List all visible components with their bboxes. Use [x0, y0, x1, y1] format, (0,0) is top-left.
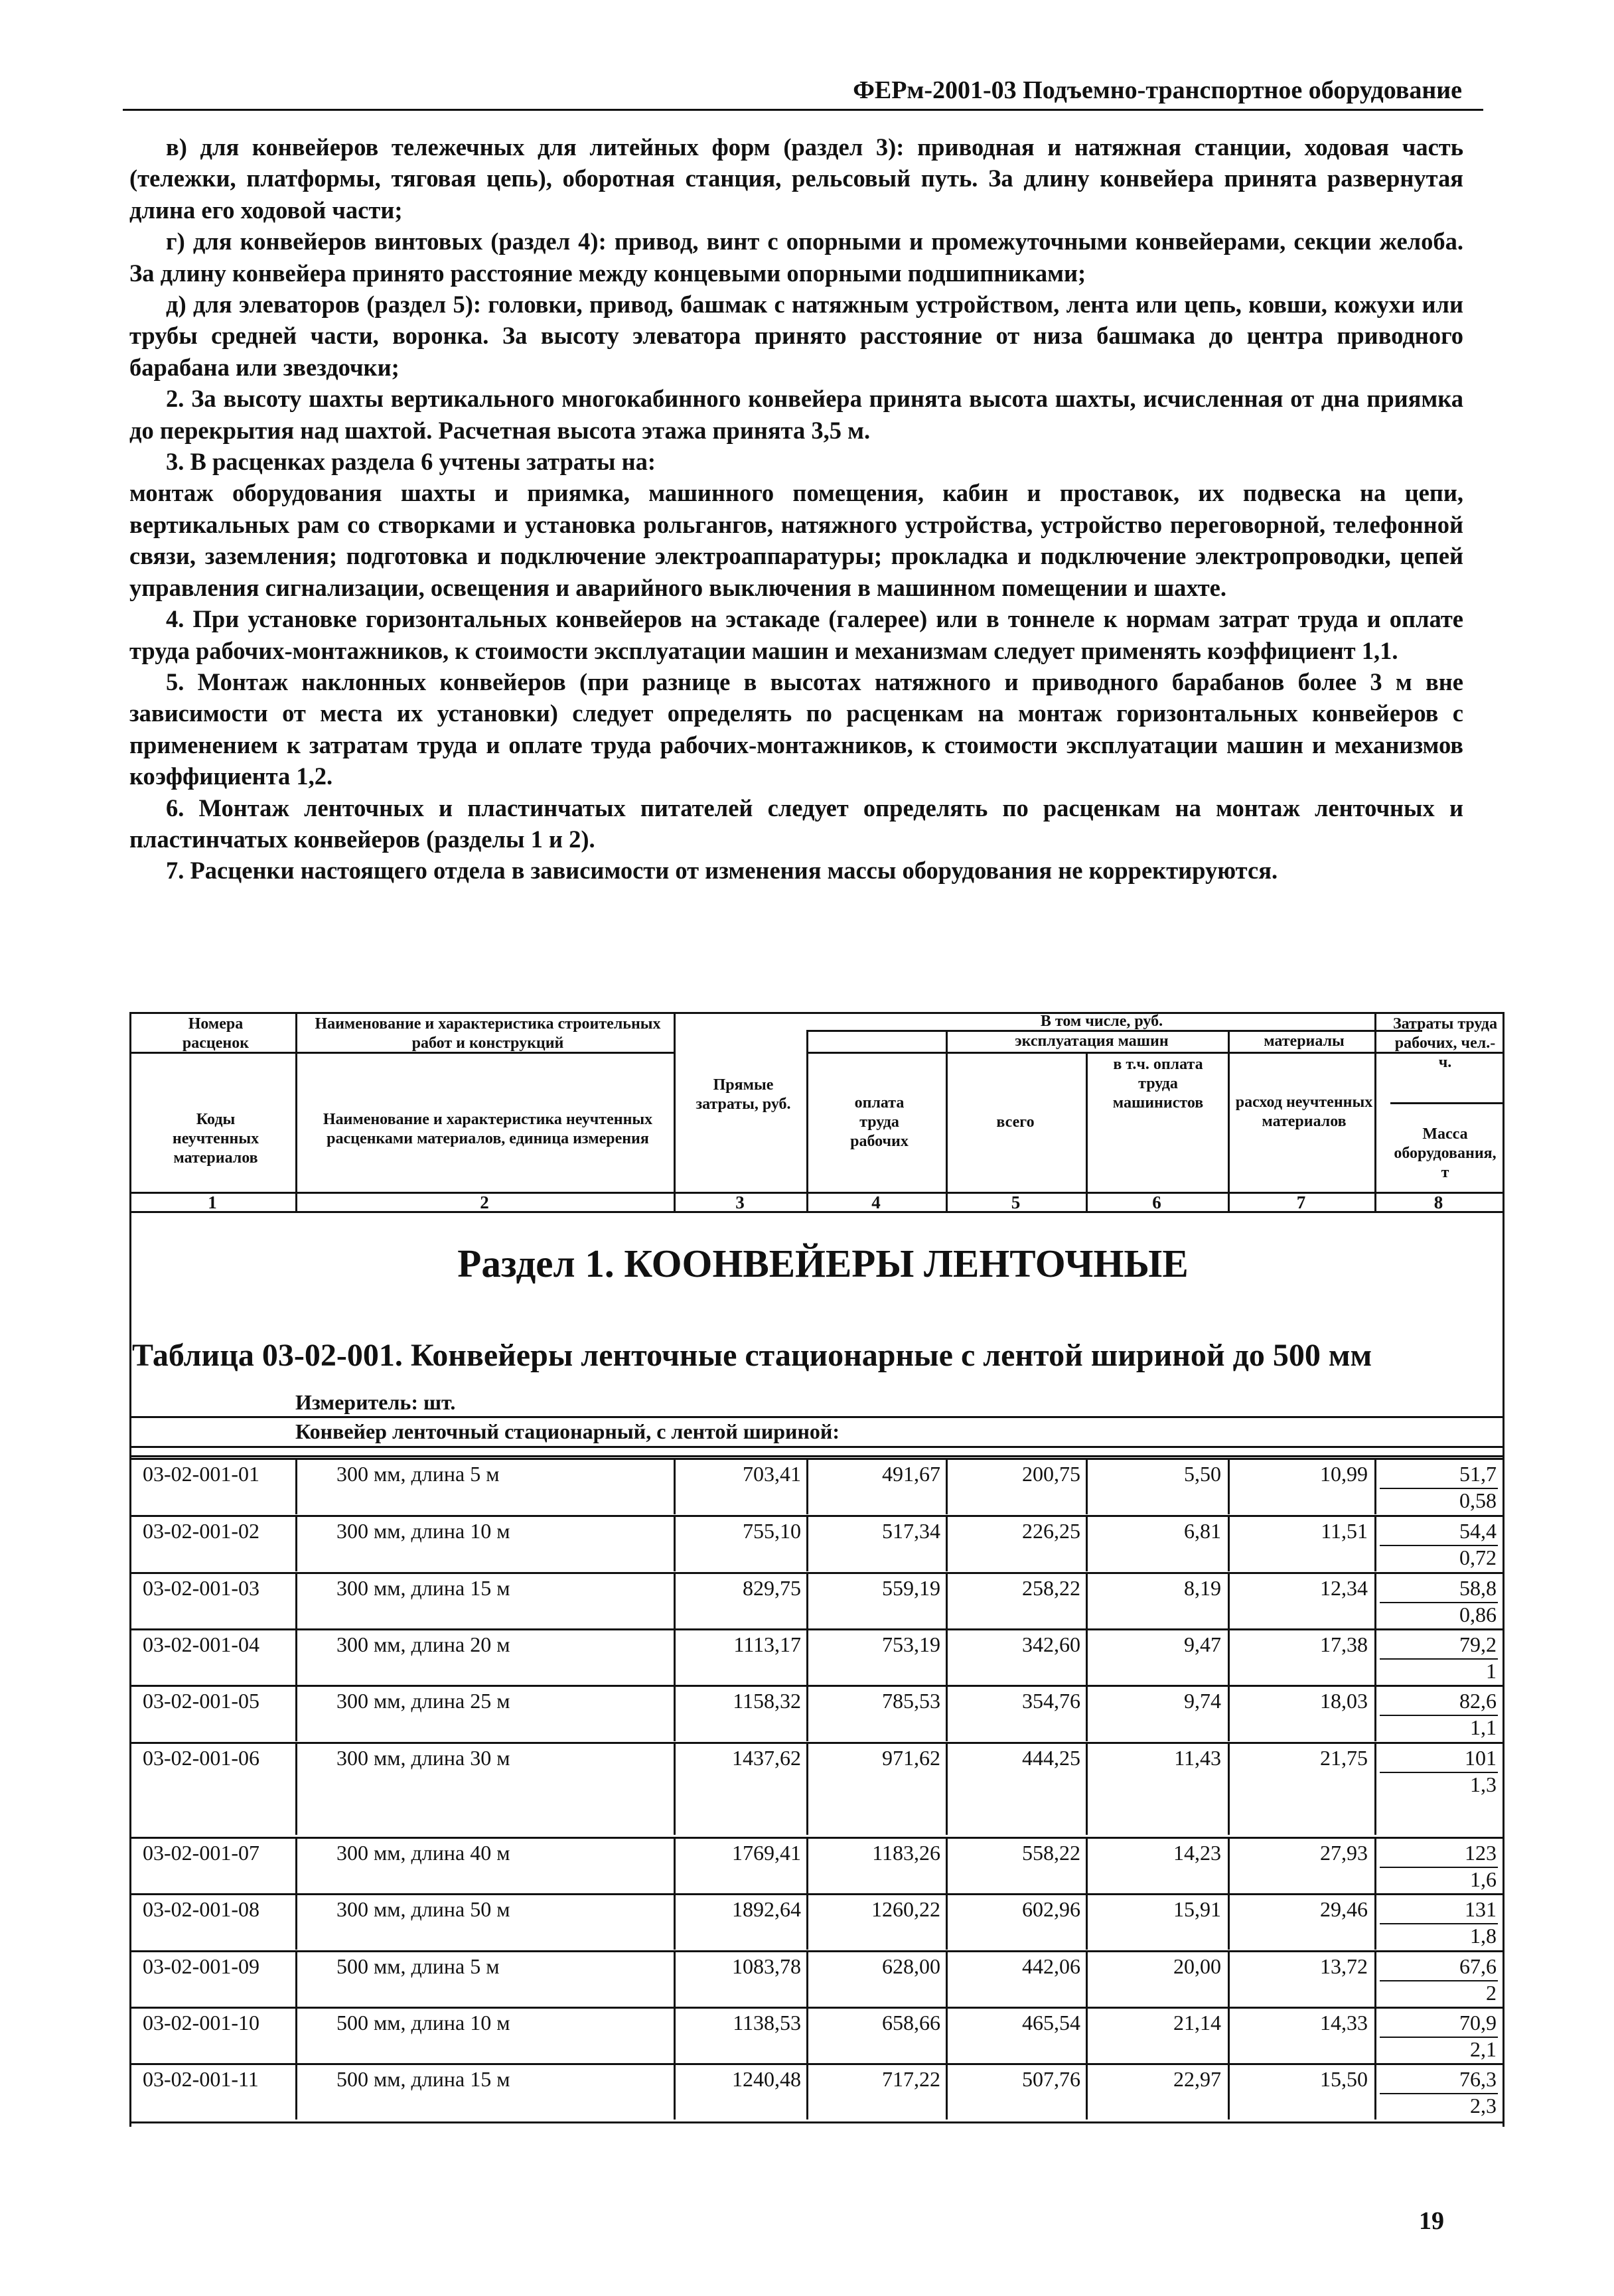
- paragraph: 6. Монтаж ленточных и пластинчатых питателей следует определять по расценкам на монтаж ленточных и пластинчатых конвейеров (разделы 1 и 2).: [129, 794, 1463, 853]
- cell-border: [946, 1515, 948, 1571]
- labor-value: 76,3: [1459, 2067, 1497, 2091]
- cell-border: [674, 2063, 676, 2119]
- cost-value: 517,34: [882, 1519, 940, 1543]
- cell-border: [1086, 1742, 1088, 1835]
- row-separator: [129, 1685, 1504, 1687]
- mass-value: 1,6: [1470, 1867, 1497, 1891]
- paragraph: 2. За высоту шахты вертикального многокабинного конвейера принята высота шахты, исчисленная от дна приямка до перекрытия над шахтой. Расчетная высота этажа принята 3,5 м.: [129, 385, 1463, 444]
- cost-value: 14,23: [1173, 1841, 1221, 1865]
- cost-value: 1113,17: [733, 1632, 801, 1656]
- cell-border: [295, 1685, 297, 1741]
- cost-value: 491,67: [882, 1462, 940, 1486]
- rate-description: 300 мм, длина 5 м: [336, 1462, 500, 1486]
- row-separator: [129, 1515, 1504, 1517]
- cost-value: 17,38: [1320, 1632, 1368, 1656]
- cell-border: [1228, 1742, 1230, 1835]
- cost-value: 9,74: [1184, 1689, 1221, 1713]
- cell-border: [674, 1572, 676, 1628]
- col-machinists-header: в т.ч. оплата труда машинистов: [1112, 1056, 1204, 1112]
- rate-code: 03-02-001-11: [143, 2067, 259, 2091]
- mass-value: 1,1: [1470, 1715, 1497, 1739]
- col-total-header: всего: [996, 1113, 1035, 1131]
- cell-border: [946, 2063, 948, 2119]
- cell-border: [1086, 2007, 1088, 2063]
- mass-value: 1,3: [1470, 1772, 1497, 1796]
- table-bottom-border: [129, 2121, 1504, 2123]
- cell-border: [946, 1572, 948, 1628]
- cost-value: 602,96: [1022, 1897, 1080, 1921]
- col-materials-header: материалы: [1264, 1033, 1345, 1050]
- cell-border: [946, 1893, 948, 1950]
- col-including-header: В том числе, руб.: [1040, 1013, 1163, 1030]
- cost-value: 14,33: [1320, 2011, 1368, 2035]
- labor-value: 58,8: [1459, 1576, 1497, 1600]
- rate-code: 03-02-001-03: [143, 1576, 259, 1600]
- labor-value: 70,9: [1459, 2011, 1497, 2035]
- col-codes-header: Номера расценок: [182, 1015, 250, 1052]
- cell-border: [806, 1572, 808, 1628]
- mass-value: 1: [1486, 1659, 1497, 1683]
- cost-value: 10,99: [1320, 1462, 1368, 1486]
- cost-value: 258,22: [1022, 1576, 1080, 1600]
- cost-value: 1892,64: [732, 1897, 801, 1921]
- cost-value: 1240,48: [732, 2067, 801, 2091]
- cost-value: 22,97: [1173, 2067, 1221, 2091]
- cost-value: 15,50: [1320, 2067, 1368, 2091]
- cost-value: 1769,41: [732, 1841, 801, 1865]
- cost-value: 342,60: [1022, 1632, 1080, 1656]
- rate-code: 03-02-001-04: [143, 1632, 259, 1656]
- mass-value: 1,8: [1470, 1924, 1497, 1948]
- cell-border: [1086, 1893, 1088, 1950]
- cost-value: 755,10: [743, 1519, 801, 1543]
- cost-value: 1437,62: [732, 1746, 801, 1770]
- cost-value: 558,22: [1022, 1841, 1080, 1865]
- cell-border: [1228, 2007, 1230, 2063]
- cell-border: [806, 2007, 808, 2063]
- col-number: 8: [1433, 1192, 1443, 1212]
- cost-value: 717,22: [882, 2067, 940, 2091]
- cost-value: 971,62: [882, 1746, 940, 1770]
- rate-description: 300 мм, длина 50 м: [336, 1897, 510, 1921]
- cost-value: 11,43: [1174, 1746, 1221, 1770]
- col-number: 2: [480, 1192, 489, 1212]
- cost-value: 20,00: [1173, 1954, 1221, 1978]
- page-number: 19: [1419, 2207, 1444, 2235]
- cost-value: 8,19: [1184, 1576, 1221, 1600]
- group-label: Конвейер ленточный стационарный, с лентой шириной:: [295, 1419, 840, 1443]
- cost-value: 559,19: [882, 1576, 940, 1600]
- cell-border: [1228, 1685, 1230, 1741]
- cell-border: [1228, 2063, 1230, 2119]
- cell-border: [946, 1742, 948, 1835]
- labor-value: 101: [1465, 1746, 1497, 1770]
- rates-table: [129, 1012, 1516, 2187]
- cell-border: [1228, 1950, 1230, 2007]
- cost-value: 21,14: [1173, 2011, 1221, 2035]
- col-machines-header: эксплуатация машин: [1015, 1033, 1169, 1050]
- cell-border: [1086, 1515, 1088, 1571]
- mass-value: 2: [1486, 1981, 1497, 2005]
- cost-value: 5,50: [1184, 1462, 1221, 1486]
- col-mass-header: Масса оборудования, т: [1394, 1125, 1497, 1181]
- cost-value: 6,81: [1184, 1519, 1221, 1543]
- cell-border: [806, 1893, 808, 1950]
- cost-value: 1158,32: [733, 1689, 801, 1713]
- cost-value: 12,34: [1320, 1576, 1368, 1600]
- cost-value: 200,75: [1022, 1462, 1080, 1486]
- paragraph: 3. В расценках раздела 6 учтены затраты на:: [166, 448, 656, 476]
- cost-value: 1138,53: [733, 2011, 801, 2035]
- col-number: 1: [208, 1192, 217, 1212]
- labor-value: 67,6: [1459, 1954, 1497, 1978]
- cost-value: 15,91: [1173, 1897, 1221, 1921]
- cell-border: [295, 1893, 297, 1950]
- rate-description: 500 мм, длина 15 м: [336, 2067, 510, 2091]
- rate-description: 300 мм, длина 15 м: [336, 1576, 510, 1600]
- col-name-subheader: Наименование и характеристика неучтенных расценками материалов, единица измерения: [323, 1111, 653, 1147]
- cell-border: [674, 2007, 676, 2063]
- mass-value: 2,3: [1470, 2094, 1497, 2117]
- cell-border: [1228, 1893, 1230, 1950]
- cell-border: [674, 1685, 676, 1741]
- paragraph: д) для элеваторов (раздел 5): головки, привод, башмак с натяжным устройством, лента или цепь, ковши, кожухи или трубы средней части, воронка. За высоту элеватора принято расстояние от низа башмака до центра приводного барабана или звездочки;: [129, 291, 1463, 381]
- labor-value: 131: [1465, 1897, 1497, 1921]
- section-title: Раздел 1. КООНВЕЙЕРЫ ЛЕНТОЧНЫЕ: [457, 1242, 1189, 1285]
- fraction-line: [1380, 1658, 1498, 1660]
- cost-value: 13,72: [1320, 1954, 1368, 1978]
- row-separator: [129, 1628, 1504, 1630]
- cell-border: [1374, 2063, 1376, 2119]
- cell-border: [946, 1685, 948, 1741]
- cell-border: [1374, 1572, 1376, 1628]
- row-separator: [129, 1837, 1504, 1839]
- cell-border: [806, 1685, 808, 1741]
- fraction-line: [1380, 1980, 1498, 1981]
- labor-value: 82,6: [1459, 1689, 1497, 1713]
- rate-description: 300 мм, длина 30 м: [336, 1746, 510, 1770]
- paragraph: 5. Монтаж наклонных конвейеров (при разнице в высотах натяжного и приводного барабанов более 3 м вне зависимости от места их установки) следует определять по расценкам на монтаж горизонтальных конвейеров с применением к затратам труда и оплате труда рабочих-монтажников, к стоимости эксплуатации машин и механизмов коэффициента 1,2.: [129, 668, 1463, 790]
- row-separator: [129, 1572, 1504, 1574]
- cell-border: [295, 1572, 297, 1628]
- intro-text: [129, 131, 1463, 887]
- cell-border: [674, 1628, 676, 1685]
- running-header: [123, 72, 1483, 111]
- paragraph: 7. Расценки настоящего отдела в зависимости от изменения массы оборудования не корректируются.: [166, 857, 1278, 885]
- cell-border: [295, 2007, 297, 2063]
- cell-border: [1374, 1837, 1376, 1893]
- rate-code: 03-02-001-09: [143, 1954, 259, 1978]
- cell-border: [1228, 1628, 1230, 1685]
- row-separator: [129, 1742, 1504, 1744]
- cell-border: [1228, 1515, 1230, 1571]
- cell-border: [295, 1458, 297, 1514]
- rate-code: 03-02-001-10: [143, 2011, 259, 2035]
- col-wages-header: оплата труда рабочих: [850, 1094, 909, 1150]
- rate-description: 500 мм, длина 10 м: [336, 2011, 510, 2035]
- mass-value: 2,1: [1470, 2037, 1497, 2061]
- cell-border: [806, 1950, 808, 2007]
- cell-border: [946, 1458, 948, 1514]
- cost-value: 753,19: [882, 1632, 940, 1656]
- cell-border: [295, 1950, 297, 2007]
- row-separator: [129, 1950, 1504, 1952]
- cell-border: [674, 1515, 676, 1571]
- rate-code: 03-02-001-07: [143, 1841, 259, 1865]
- cost-value: 703,41: [743, 1462, 801, 1486]
- cell-border: [806, 2063, 808, 2119]
- cell-border: [674, 1893, 676, 1950]
- cell-border: [1086, 1572, 1088, 1628]
- cell-border: [1086, 1837, 1088, 1893]
- cell-border: [1228, 1837, 1230, 1893]
- col-name-header: Наименование и характеристика строительных работ и конструкций: [315, 1015, 661, 1052]
- rate-description: 300 мм, длина 20 м: [336, 1632, 510, 1656]
- cost-value: 628,00: [882, 1954, 940, 1978]
- cell-border: [1374, 1628, 1376, 1685]
- cell-border: [1374, 1458, 1376, 1514]
- cell-border: [946, 1628, 948, 1685]
- rate-code: 03-02-001-08: [143, 1897, 259, 1921]
- col-number: 4: [871, 1192, 881, 1212]
- cell-border: [806, 1458, 808, 1514]
- cost-value: 9,47: [1184, 1632, 1221, 1656]
- cell-border: [1374, 1742, 1376, 1835]
- row-separator: [129, 2007, 1504, 2009]
- cell-border: [946, 1950, 948, 2007]
- cost-value: 1260,22: [871, 1897, 940, 1921]
- cost-value: 11,51: [1321, 1519, 1368, 1543]
- cost-value: 226,25: [1022, 1519, 1080, 1543]
- rate-code: 03-02-001-05: [143, 1689, 259, 1713]
- row-separator: [129, 1893, 1504, 1895]
- rate-description: 300 мм, длина 40 м: [336, 1841, 510, 1865]
- mass-value: 0,58: [1459, 1488, 1497, 1512]
- rate-description: 300 мм, длина 25 м: [336, 1689, 510, 1713]
- col-direct-header: Прямые затраты, руб.: [696, 1076, 791, 1113]
- rate-code: 03-02-001-01: [143, 1462, 259, 1486]
- cost-value: 444,25: [1022, 1746, 1080, 1770]
- col-codes-subheader: Коды неучтенных материалов: [172, 1111, 259, 1167]
- cell-border: [806, 1628, 808, 1685]
- cell-border: [806, 1742, 808, 1835]
- cost-value: 507,76: [1022, 2067, 1080, 2091]
- cell-border: [295, 1515, 297, 1571]
- paragraph: г) для конвейеров винтовых (раздел 4): привод, винт с опорными и промежуточными конвейерами, секции желоба. За длину конвейера принято расстояние между концевыми опорными подшипниками;: [129, 228, 1463, 287]
- col-labor-header: Затраты труда рабочих, чел.-ч.: [1392, 1015, 1498, 1071]
- cell-border: [1374, 1685, 1376, 1741]
- cell-border: [295, 2063, 297, 2119]
- cell-border: [1374, 1950, 1376, 2007]
- labor-value: 123: [1465, 1841, 1497, 1865]
- cost-value: 1183,26: [872, 1841, 940, 1865]
- cost-value: 1083,78: [732, 1954, 801, 1978]
- labor-value: 51,7: [1459, 1462, 1497, 1486]
- cell-border: [1228, 1458, 1230, 1514]
- cell-border: [1086, 2063, 1088, 2119]
- col-unaccounted-header: расход неучтенных материалов: [1235, 1094, 1373, 1130]
- paragraph: в) для конвейеров тележечных для литейных форм (раздел 3): приводная и натяжная станции, ходовая часть (тележки, платформы, тяговая цепь), оборотная станция, рельсовый путь. За длину конвейера принята развернутая длина его ходовой части;: [129, 133, 1463, 224]
- cell-border: [295, 1628, 297, 1685]
- cell-border: [1374, 2007, 1376, 2063]
- cell-border: [674, 1742, 676, 1835]
- cell-border: [295, 1837, 297, 1893]
- cost-value: 354,76: [1022, 1689, 1080, 1713]
- cost-value: 18,03: [1320, 1689, 1368, 1713]
- cell-border: [806, 1515, 808, 1571]
- rate-code: 03-02-001-02: [143, 1519, 259, 1543]
- unit-label: Измеритель: шт.: [295, 1390, 456, 1414]
- col-number: 7: [1296, 1192, 1306, 1212]
- cost-value: 829,75: [743, 1576, 801, 1600]
- rate-code: 03-02-001-06: [143, 1746, 259, 1770]
- cell-border: [295, 1742, 297, 1835]
- table-title: Таблица 03-02-001. Конвейеры ленточные стационарные с лентой шириной до 500 мм: [132, 1338, 1372, 1373]
- cost-value: 785,53: [882, 1689, 940, 1713]
- cost-value: 658,66: [882, 2011, 940, 2035]
- cost-value: 442,06: [1022, 1954, 1080, 1978]
- paragraph: монтаж оборудования шахты и приямка, машинного помещения, кабин и проставок, их подвеска на цепи, вертикальных рам со створками и установка рольгангов, натяжного устройства, устройство переговорной, телефонной связи, заземления; подготовка и подключение электроаппаратуры; прокладка и подключение электропроводки, цепей управления сигнализации, освещения и аварийного выключения в машинном помещении и шахте.: [129, 479, 1463, 601]
- rate-description: 500 мм, длина 5 м: [336, 1954, 500, 1978]
- col-number: 6: [1152, 1192, 1161, 1212]
- cell-border: [1086, 1628, 1088, 1685]
- cost-value: 21,75: [1320, 1746, 1368, 1770]
- cell-border: [674, 1837, 676, 1893]
- mass-value: 0,86: [1459, 1603, 1497, 1626]
- cell-border: [1086, 1458, 1088, 1514]
- cost-value: 29,46: [1320, 1897, 1368, 1921]
- cell-border: [946, 1837, 948, 1893]
- col-number: 5: [1011, 1192, 1021, 1212]
- rate-description: 300 мм, длина 10 м: [336, 1519, 510, 1543]
- cost-value: 27,93: [1320, 1841, 1368, 1865]
- row-separator: [129, 2063, 1504, 2065]
- row-separator: [129, 1458, 1504, 1460]
- cost-value: 465,54: [1022, 2011, 1080, 2035]
- cell-border: [1374, 1515, 1376, 1571]
- labor-value: 54,4: [1459, 1519, 1497, 1543]
- cell-border: [1228, 1572, 1230, 1628]
- paragraph: 4. При установке горизонтальных конвейеров на эстакаде (галерее) или в тоннеле к нормам затрат труда и оплате труда рабочих-монтажников, к стоимости эксплуатации машин и механизмам следует применять коэффициент 1,1.: [129, 605, 1463, 664]
- cell-border: [806, 1837, 808, 1893]
- cell-border: [674, 1458, 676, 1514]
- cell-border: [946, 2007, 948, 2063]
- col-number: 3: [735, 1192, 745, 1212]
- cell-border: [1086, 1685, 1088, 1741]
- mass-value: 0,72: [1459, 1545, 1497, 1569]
- cell-border: [1086, 1950, 1088, 2007]
- running-title: ФЕРм-2001-03 Подъемно-транспортное оборудование: [853, 76, 1462, 104]
- labor-value: 79,2: [1459, 1632, 1497, 1656]
- cell-border: [1374, 1893, 1376, 1950]
- cell-border: [674, 1950, 676, 2007]
